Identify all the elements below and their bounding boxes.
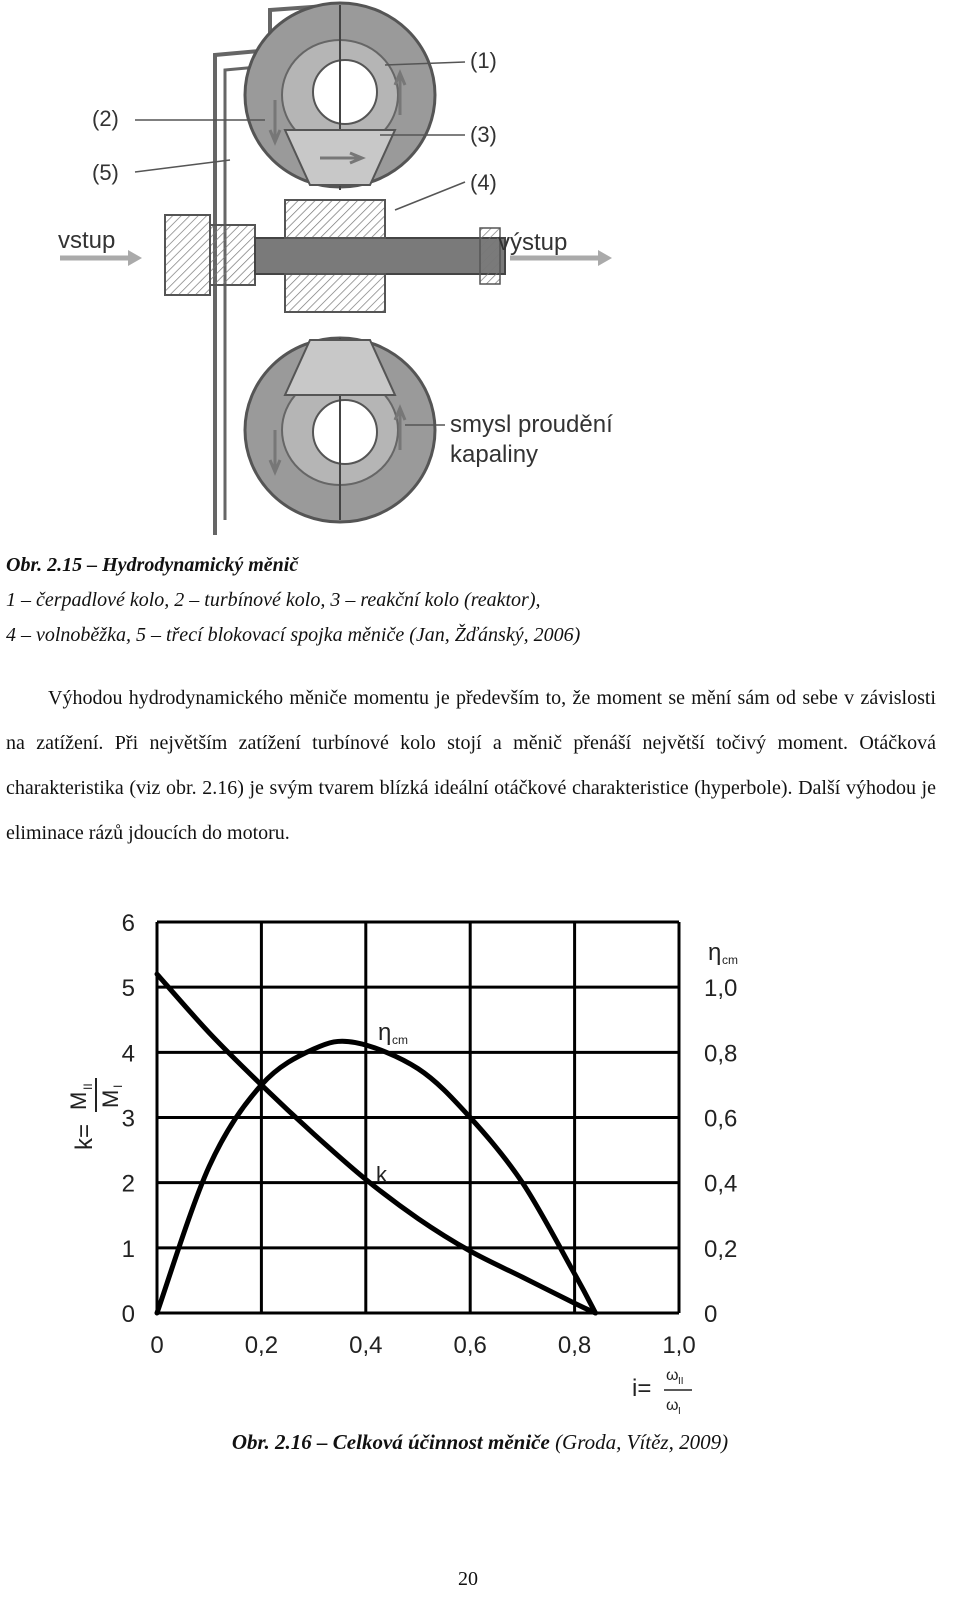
figure-caption-1 (6, 548, 946, 653)
y-right-tick-label: 0,4 (704, 1170, 738, 1198)
figure-source-2: (Groda, Vítěz, 2009) (549, 1430, 729, 1454)
svg-text:η: η (378, 1019, 392, 1046)
y-left-tick-label: 0 (121, 1301, 135, 1328)
svg-text:ω: ω (666, 1367, 679, 1384)
label-2: (2) (92, 106, 119, 131)
paragraph-text: Výhodou hydrodynamického měniče momentu je především to, že moment se mění sám od sebe v závislosti na zatížení. Při největším zatížení turbínové kolo stojí a měnič přenáší největší točivý moment. Otáčková charakteristika (viz obr. 2.16) je svým tvarem blízká ideální otáčkové charakteristice (hyperbole). Další výhodou je eliminace rázů jdoucích do motoru. (6, 687, 936, 844)
y-left-tick-label: 5 (121, 975, 135, 1003)
page-number: 20 (458, 1568, 478, 1590)
y-right-tick-label: 0,6 (704, 1105, 738, 1133)
y-left-label (66, 1078, 125, 1150)
svg-text:I: I (111, 1084, 125, 1088)
svg-text:M: M (98, 1089, 123, 1108)
x-label (632, 1367, 692, 1417)
x-tick-label: 1,0 (662, 1332, 696, 1359)
y-right-tick-label: 0 (704, 1301, 718, 1328)
y-right-label (708, 939, 738, 967)
flow-label-2: kapaliny (450, 441, 539, 468)
svg-text:II: II (678, 1376, 684, 1387)
efficiency-chart (40, 900, 760, 1430)
y-right-tick-label: 0,2 (704, 1235, 738, 1263)
svg-text:cm: cm (722, 953, 738, 967)
y-right-tick-label: 0,8 (704, 1040, 738, 1068)
body-paragraph (6, 676, 936, 856)
x-tick-label: 0,8 (557, 1332, 592, 1359)
x-tick-label: 0,6 (453, 1332, 487, 1359)
label-4: (4) (470, 170, 497, 195)
x-tick-label: 0 (150, 1332, 164, 1359)
curve-labels (376, 1019, 408, 1187)
y-right-tick-label: 1,0 (704, 975, 738, 1003)
svg-text:M: M (66, 1091, 91, 1110)
svg-text:η: η (708, 939, 722, 966)
flow-label-1: smysl proudění (450, 411, 613, 438)
y-left-tick-label: 4 (121, 1040, 135, 1068)
svg-text:i=: i= (632, 1375, 652, 1402)
svg-text:II: II (81, 1083, 95, 1090)
torque-converter-diagram (40, 0, 680, 540)
figure-caption-2 (0, 1430, 960, 1455)
y-left-tick-label: 3 (121, 1105, 135, 1133)
svg-text:I: I (678, 1406, 681, 1417)
caption-line-3: 4 – volnoběžka, 5 – třecí blokovací spojka měniče (Jan, Žďánský, 2006) (6, 624, 581, 646)
label-3: (3) (470, 122, 497, 147)
label-5: (5) (92, 160, 119, 185)
caption-line-2: 1 – čerpadlové kolo, 2 – turbínové kolo, 3 – reakční kolo (reaktor), (6, 589, 541, 611)
svg-text:k: k (376, 1162, 387, 1187)
y-left-tick-label: 1 (121, 1235, 135, 1263)
svg-text:cm: cm (392, 1033, 408, 1047)
x-tick-label: 0,4 (349, 1332, 383, 1359)
figure-title-1: Obr. 2.15 – Hydrodynamický měnič (6, 554, 299, 576)
figure-title-2: Obr. 2.16 – Celková účinnost měniče (231, 1430, 550, 1454)
output-label: výstup (498, 229, 568, 256)
chart-curves (157, 974, 596, 1313)
label-1: (1) (470, 48, 497, 73)
y-left-tick-label: 6 (121, 910, 135, 937)
chart-ticks (122, 910, 738, 1359)
x-tick-label: 0,2 (244, 1332, 279, 1359)
input-label: vstup (58, 227, 116, 254)
svg-text:k=: k= (71, 1123, 98, 1150)
svg-text:ω: ω (666, 1397, 679, 1414)
y-left-tick-label: 2 (121, 1170, 135, 1198)
